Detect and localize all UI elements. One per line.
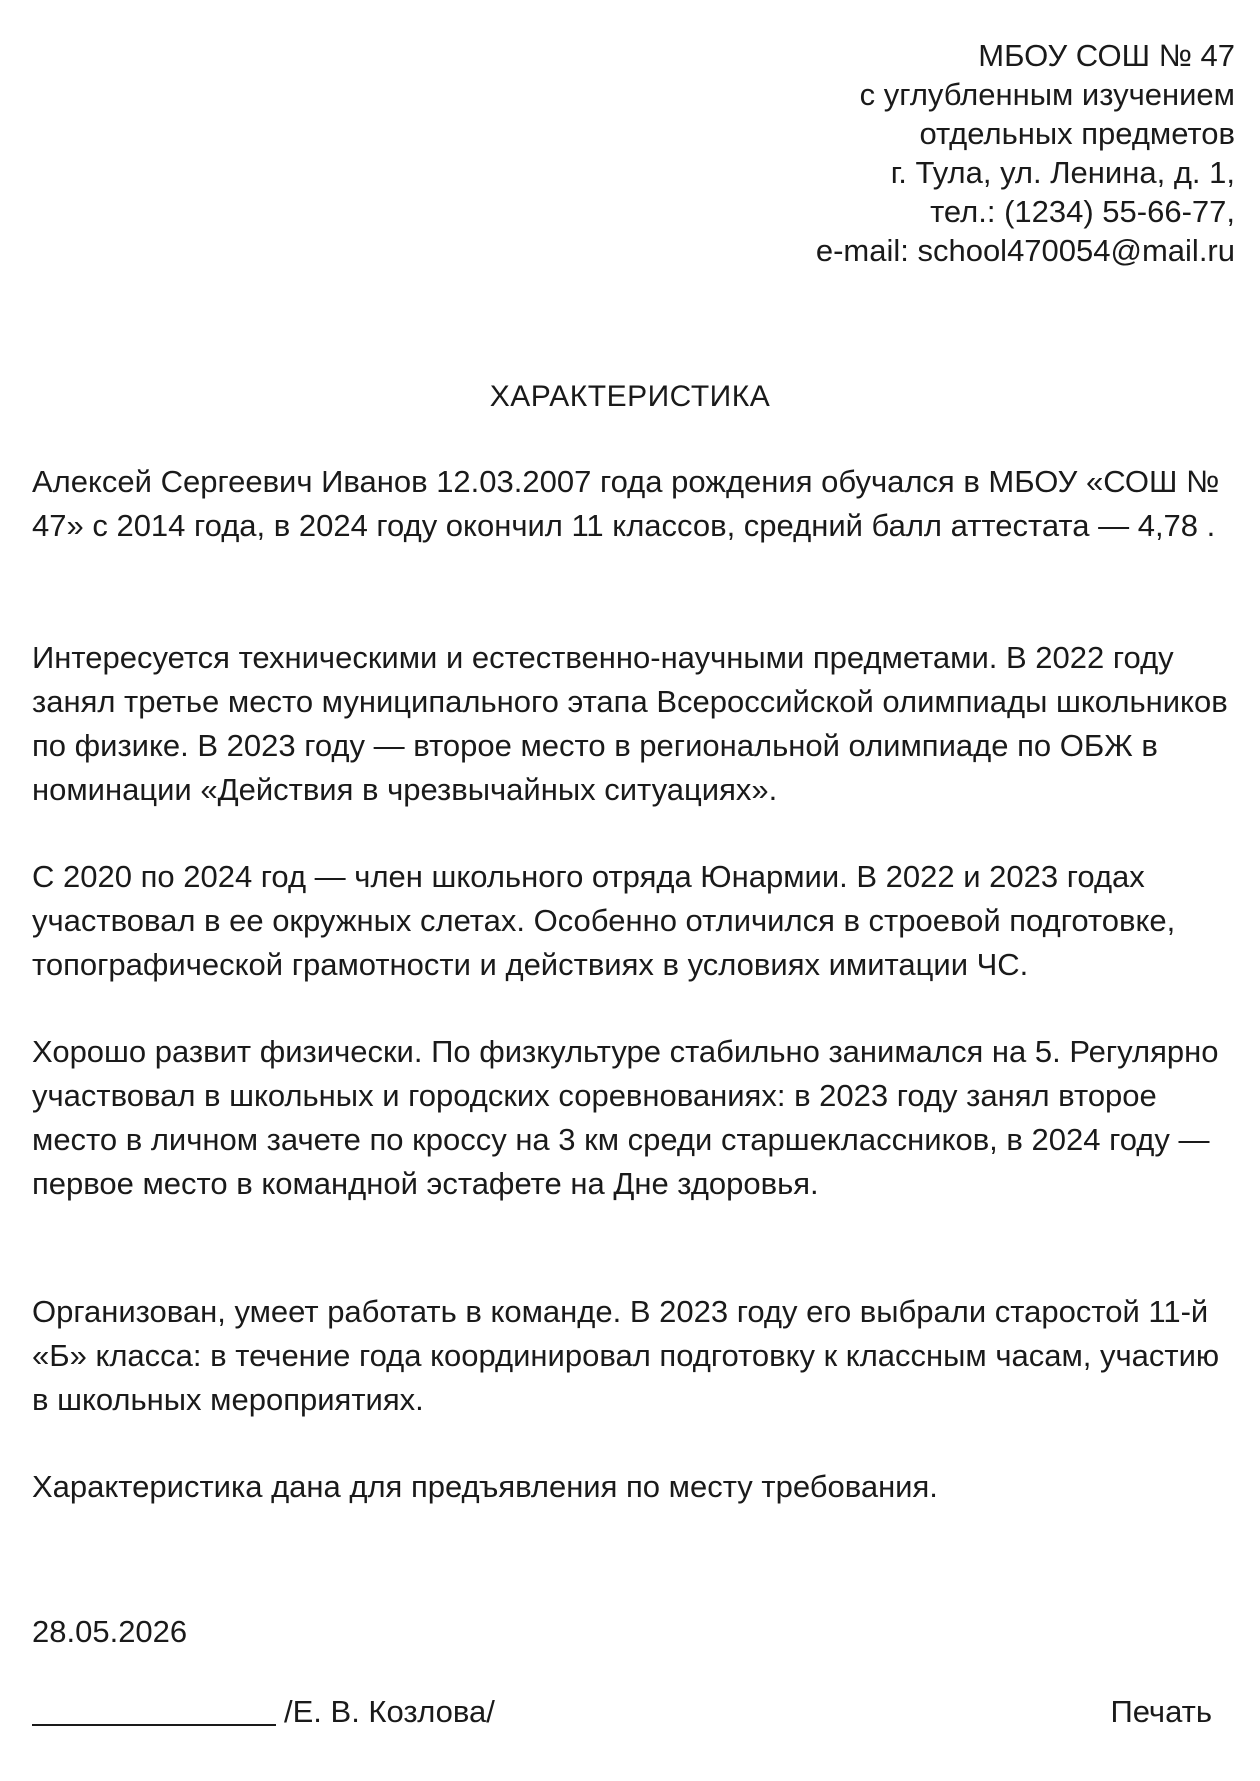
- header-line-profile: с углубленным изучением: [859, 77, 1235, 112]
- paragraph-interests: Интересуется техническими и естественно-научными предметами. В 2022 году занял третье место муниципального этапа Всероссийской олимпиады школьников по физике. В 2023 году — второе место в региональной олимпиаде по ОБЖ в номинации «Действия в чрезвычайных ситуациях».: [32, 640, 1228, 807]
- header-line-school-name: МБОУ СОШ № 47: [978, 38, 1235, 73]
- paragraph-yunarmiya: С 2020 по 2024 год — член школьного отряда Юнармии. В 2022 и 2023 годах участвовал в ее окружных слетах. Особенно отличился в строевой подготовке, топографической грамотности и действиях в условиях имитации ЧС.: [32, 859, 1176, 982]
- paragraph-purpose: Характеристика дана для предъявления по месту требования.: [32, 1469, 938, 1504]
- paragraph-teamwork: Организован, умеет работать в команде. В 2023 году его выбрали старостой 11-й «Б» класса: в течение года координировал подготовку к классным часам, участию в школьных мероприятиях.: [32, 1294, 1220, 1417]
- paragraph-biography: Алексей Сергеевич Иванов 12.03.2007 года рождения обучался в МБОУ «СОШ № 47» с 2014 года, в 2024 году окончил 11 классов, средний балл аттестата — 4,78 .: [32, 464, 1220, 543]
- header-line-phone: тел.: (1234) 55-66-77,: [930, 194, 1235, 229]
- signature-row: [32, 1690, 1212, 1734]
- header-line-email: e-mail: school470054@mail.ru: [815, 233, 1235, 268]
- document-date: 28.05.2026: [32, 1614, 188, 1649]
- stamp-label: Печать: [1110, 1694, 1212, 1729]
- header-line-profile-cont: отдельных предметов: [919, 116, 1235, 151]
- signer-name: /Е. В. Козлова/: [284, 1694, 495, 1729]
- paragraph-sports: Хорошо развит физически. По физкультуре стабильно занимался на 5. Регулярно участвовал в школьных и городских соревнованиях: в 2023 году занял второе место в личном зачете по кроссу на 3 км среди старшеклассников, в 2024 году — первое место в командной эстафете на Дне здоровья.: [32, 1034, 1219, 1201]
- signature-line: [32, 1724, 276, 1726]
- school-header: [816, 36, 1235, 270]
- document-title: ХАРАКТЕРИСТИКА: [489, 380, 771, 413]
- header-line-address: г. Тула, ул. Ленина, д. 1,: [890, 155, 1235, 190]
